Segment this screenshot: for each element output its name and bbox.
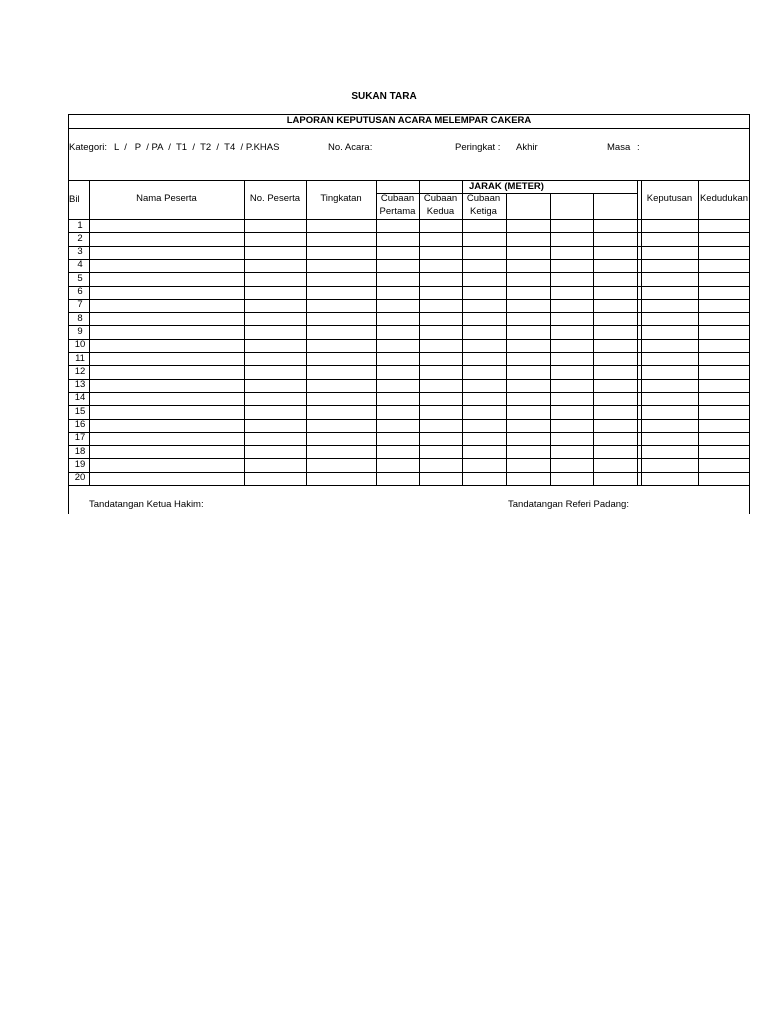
column-line [462,180,463,485]
peringkat-label: Peringkat : [455,142,501,153]
row-line [68,392,750,393]
row-number: 15 [74,405,86,417]
column-line [637,180,638,485]
row-line [68,325,750,326]
column-line [641,180,642,485]
row-number: 3 [77,246,83,258]
referi-padang-signature-label: Tandatangan Referi Padang: [508,499,629,510]
row-line [68,299,750,300]
column-line [306,180,307,485]
col-no-peserta-header: No. Peserta [249,193,301,204]
row-line [68,312,750,313]
col-cubaan3-header-b: Ketiga [470,206,497,217]
peringkat-value[interactable]: Akhir [516,142,538,153]
col-kedudukan-header: Kedudukan [699,193,749,204]
col-cubaan2-header-a: Cubaan [423,193,458,204]
kategori-label: Kategori: [69,142,108,153]
col-cubaan1-header-b: Pertama [379,206,416,217]
row-number: 16 [74,419,86,430]
masa-label: Masa [607,142,631,153]
row-line [68,339,750,340]
row-number: 14 [74,392,86,404]
row-line [68,352,750,353]
row-line [68,259,750,260]
row-line [68,232,750,233]
row-number: 20 [74,472,86,484]
document-title: SUKAN TARA [351,91,417,102]
row-line [68,405,750,406]
kategori-options[interactable]: L / P / PA / T1 / T2 / T4 / P.KHAS [114,142,280,153]
col-cubaan3-header-a: Cubaan [466,193,501,204]
row-number: 18 [74,445,86,457]
col-cubaan2-header-b: Kedua [426,206,455,217]
form-subtitle: LAPORAN KEPUTUSAN ACARA MELEMPAR CAKERA [286,115,532,126]
row-number: 13 [74,379,86,391]
column-line [698,180,699,485]
row-number: 10 [74,339,86,351]
col-cubaan1-header-a: Cubaan [380,193,415,204]
row-line [68,272,750,273]
row-number: 7 [77,299,83,311]
row-line [68,472,750,473]
row-line [68,419,750,420]
row-number: 6 [77,286,83,297]
row-line [68,485,750,486]
row-number: 4 [77,259,83,271]
row-number: 11 [75,352,85,364]
column-line [376,180,377,485]
results-form [68,114,750,514]
col-keputusan-header: Keputusan [646,193,693,204]
row-number: 5 [77,272,83,284]
row-number: 2 [77,232,83,244]
row-number: 17 [74,432,86,444]
row-line [68,445,750,446]
row-number: 19 [74,458,86,470]
row-number: 9 [77,325,83,337]
row-line [68,432,750,433]
col-nama-header: Nama Peserta [136,193,197,204]
row-line [68,379,750,380]
row-line [68,365,750,366]
masa-colon: : [637,142,640,153]
row-line [68,458,750,459]
row-number: 8 [77,312,83,324]
col-bil-header: Bil [69,194,80,205]
no-acara-label: No. Acara: [328,142,373,153]
subtitle-divider [68,128,750,129]
col-tingkatan-header: Tingkatan [320,193,362,204]
jarak-header: JARAK (METER) [469,181,544,192]
header-divider [68,219,750,220]
row-number: 12 [74,365,86,377]
row-line [68,286,750,287]
row-line [68,246,750,247]
ketua-hakim-signature-label: Tandatangan Ketua Hakim: [89,499,204,510]
column-line [244,180,245,485]
column-line [419,180,420,485]
row-number: 1 [77,219,83,231]
